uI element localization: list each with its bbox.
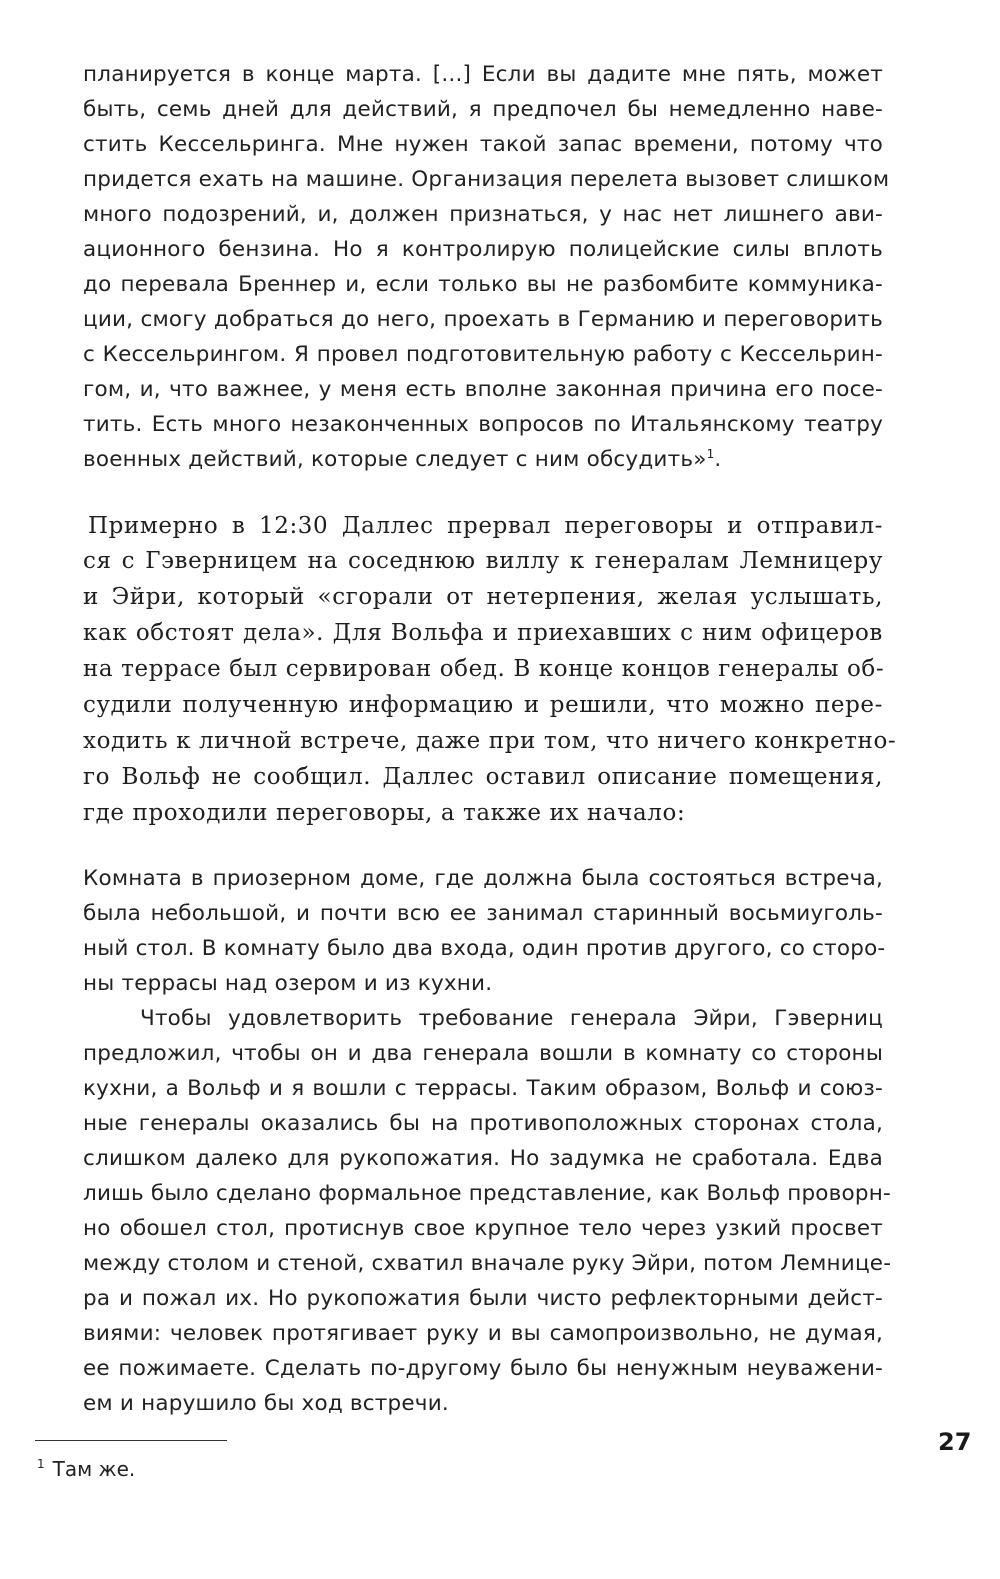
body-line: Примерно в 12:30 Даллес прервал переговоры и отправил- (88, 513, 883, 539)
quote1-line: военных действий, которые следует с ним обсудить» (83, 447, 707, 472)
body-line: го Вольф не сообщил. Даллес оставил описание помещения, (83, 764, 883, 790)
body-line: где проходили переговоры, а также их начало: (83, 800, 686, 826)
footnote-text: Там же. (52, 1457, 136, 1481)
quote2-line: ны террасы над озером и из кухни. (83, 971, 493, 996)
quote2-line: кухни, а Вольф и я вошли с террасы. Таким образом, Вольф и союз- (83, 1076, 883, 1101)
quote1-line: ции, смогу добраться до него, проехать в Германию и переговорить (83, 307, 883, 332)
quote2-line: между столом и стеной, схватил вначале руку Эйри, потом Лемнице- (83, 1251, 892, 1276)
quote1-line: придется ехать на машине. Организация перелета вызовет слишком (83, 167, 890, 192)
quote1-line: быть, семь дней для действий, я предпочел бы немедленно наве- (83, 97, 883, 122)
quote1-line: с Кессельрингом. Я провел подготовительную работу с Кессельрин- (83, 342, 883, 367)
page-number: 27 (938, 1428, 972, 1456)
quote2-line: Чтобы удовлетворить требование генерала Эйри, Гэверниц (140, 1006, 883, 1031)
quote1-line: планируется в конце марта. [...] Если вы дадите мне пять, может (83, 62, 883, 87)
footnote (37, 1457, 135, 1481)
quote2-line: предложил, чтобы он и два генерала вошли в комнату со стороны (83, 1041, 883, 1066)
quote1-line: много подозрений, и, должен признаться, у нас нет лишнего ави- (83, 202, 883, 227)
body-line: и Эйри, который «сгорали от нетерпения, желая услышать, (83, 584, 883, 610)
quote2-line: была небольшой, и почти всю ее занимал старинный восьмиуголь- (83, 901, 883, 926)
quote2-line: ем и нарушило бы ход встречи. (83, 1391, 449, 1416)
quote1-line: стить Кессельринга. Мне нужен такой запас времени, потому что (83, 132, 883, 157)
quote1-line: ационного бензина. Но я контролирую полицейские силы вплоть (83, 237, 883, 262)
footnote-marker: 1 (37, 1457, 45, 1472)
quote2-line: виями: человек протягивает руку и вы самопроизвольно, не думая, (83, 1321, 883, 1346)
quote1-line: до перевала Бреннер и, если только вы не разбомбите коммуника- (83, 272, 883, 297)
body-line: на террасе был сервирован обед. В конце концов генералы об- (83, 656, 885, 682)
quote2-line: слишком далеко для рукопожатия. Но задумка не сработала. Едва (83, 1146, 883, 1171)
body-line: ся с Гэверницем на соседнюю виллу к генералам Лемницеру (83, 548, 883, 574)
quote2-line: но обошел стол, протиснув свое крупное тело через узкий просвет (83, 1216, 883, 1241)
quote2-line: ее пожимаете. Сделать по-другому было бы ненужным неуважени- (83, 1356, 883, 1381)
body-line: как обстоят дела». Для Вольфа и приехавших с ним офицеров (83, 620, 883, 646)
quote1-last-line: военных действий, которые следует с ним обсудить»$^1$. (83, 446, 722, 472)
quote2-line: Комната в приозерном доме, где должна была состояться встреча, (83, 866, 883, 891)
quote2-line: лишь было сделано формальное представление, как Вольф проворн- (83, 1181, 891, 1206)
quote2-line: ра и пожал их. Но рукопожатия были чисто рефлекторными дейст- (83, 1286, 883, 1311)
footnote-divider (35, 1440, 227, 1441)
body-line: ходить к личной встрече, даже при том, что ничего конкретно- (83, 728, 897, 754)
quote1-line: гом, и, что важнее, у меня есть вполне законная причина его посе- (83, 377, 883, 402)
quote2-line: ный стол. В комнату было два входа, один против другого, со сторо- (83, 936, 886, 961)
footnote-reference[interactable]: 1 (706, 446, 715, 461)
body-line: судили полученную информацию и решили, что можно пере- (83, 692, 883, 718)
quote1-line: тить. Есть много незаконченных вопросов по Итальянскому театру (83, 412, 883, 437)
quote2-line: ные генералы оказались бы на противоположных сторонах стола, (83, 1111, 883, 1136)
